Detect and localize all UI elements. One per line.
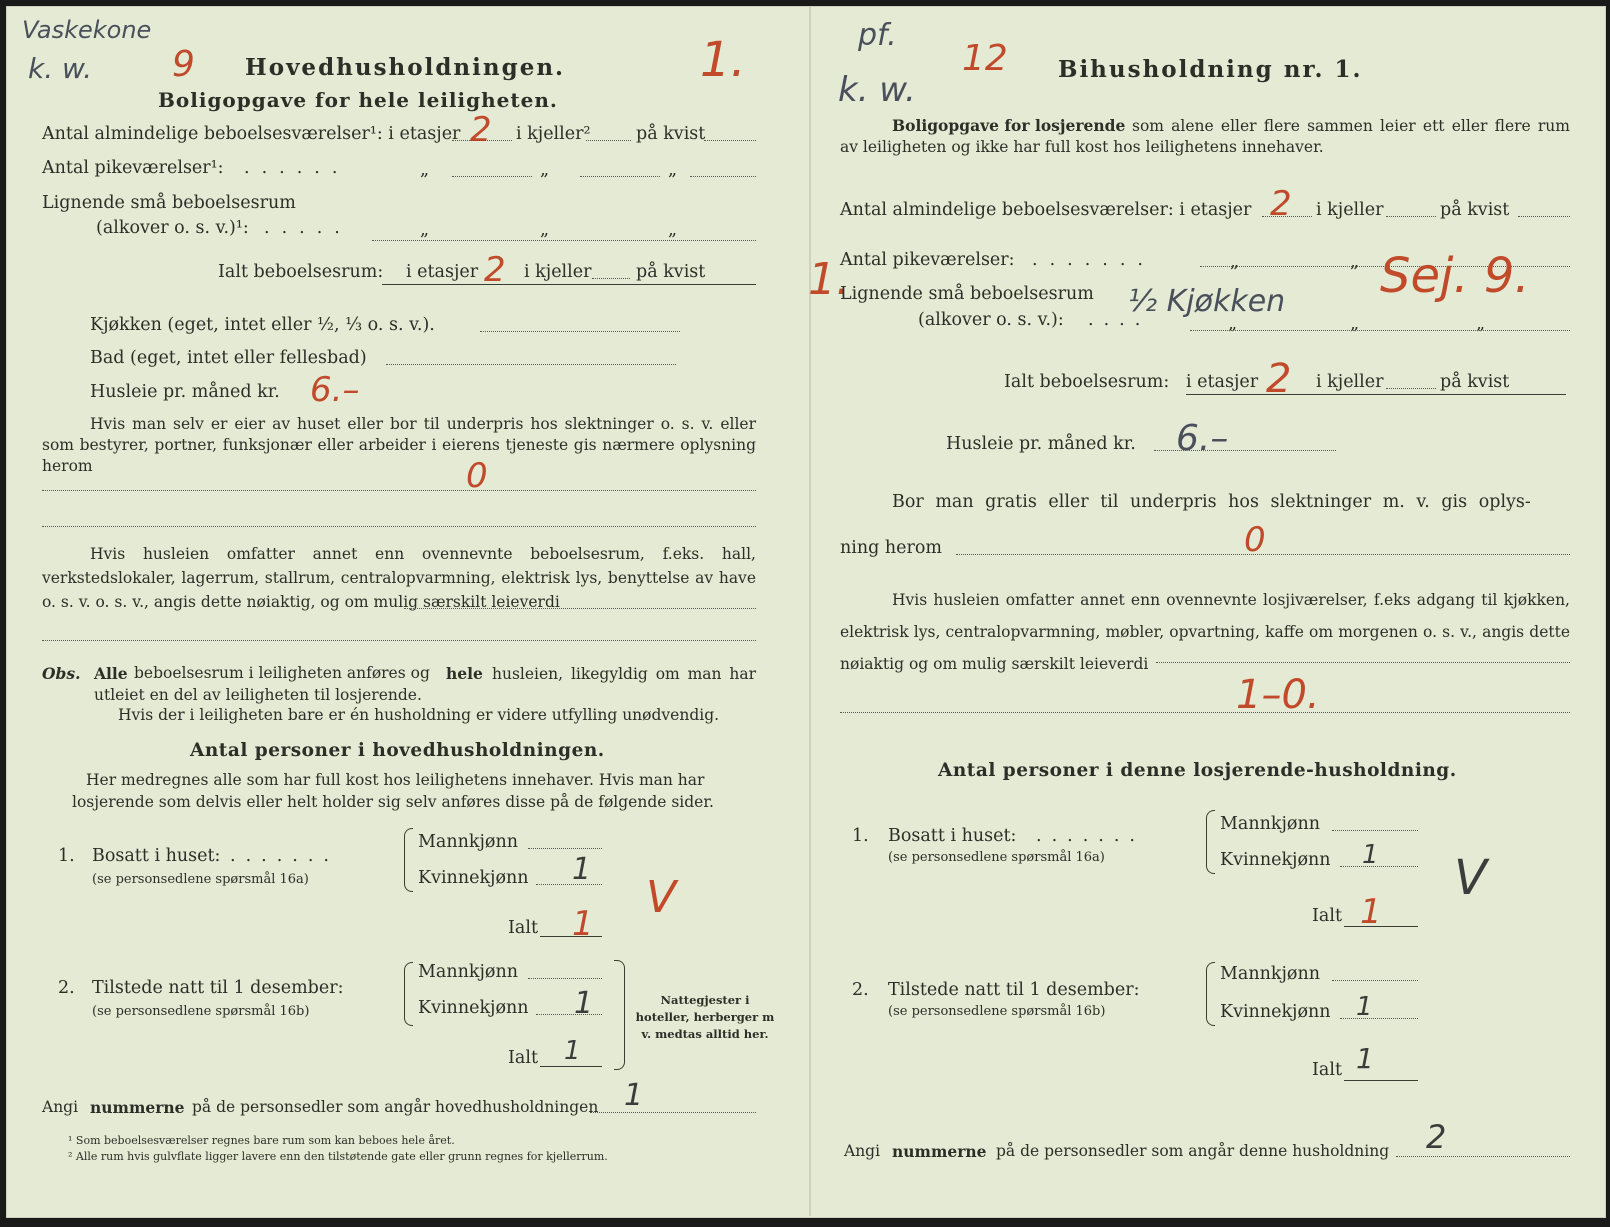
total-underline bbox=[382, 284, 756, 285]
total-cellar-label: i kjeller bbox=[524, 262, 592, 282]
fill-line bbox=[452, 176, 532, 177]
ditto-mark: „ bbox=[540, 220, 550, 240]
obs-text-cont: husleien, likegyldig om man har utleiet en del av leiligheten til losjerende. bbox=[94, 665, 756, 704]
fill-line bbox=[1156, 662, 1570, 663]
q1-number: 1. bbox=[852, 826, 869, 846]
persons-title: Antal personer i denne losjerende-husholdning. bbox=[938, 760, 1457, 781]
q2-total-value: 1 bbox=[1356, 1042, 1374, 1075]
bath-label: Bad (eget, intet eller fellesbad) bbox=[90, 348, 367, 368]
q2-male-label: Mannkjønn bbox=[1220, 964, 1321, 984]
fill-line bbox=[452, 140, 512, 141]
persons-note-1: Her medregnes alle som har full kost hos leilighetens innehaver. Hvis man har bbox=[86, 771, 705, 789]
fill-line bbox=[840, 712, 1570, 713]
intro-bold: Boligopgave for losjerende bbox=[892, 116, 1126, 135]
other-value: 1–0. bbox=[1236, 672, 1320, 718]
q1-sublabel: (se personsedlene spørsmål 16a) bbox=[888, 850, 1105, 865]
dot-leader: ....... bbox=[1032, 250, 1155, 270]
fill-line bbox=[1340, 1018, 1418, 1019]
fill-line bbox=[704, 140, 756, 141]
sheet-mark: 1. bbox=[808, 254, 850, 305]
dot-leader: ....... bbox=[1036, 826, 1145, 846]
q1-total-label: Ialt bbox=[508, 918, 538, 938]
rent-label: Husleie pr. måned kr. bbox=[946, 434, 1136, 454]
margin-note-occupation: Vaskekone bbox=[22, 16, 152, 44]
fill-line bbox=[1340, 866, 1418, 867]
numbers-label-angi: Angi bbox=[844, 1142, 881, 1160]
numbers-label-rest: på de personsedler som angår denne husholdning bbox=[996, 1142, 1390, 1160]
numbers-label-bold: nummerne bbox=[90, 1098, 185, 1117]
fill-line bbox=[42, 640, 756, 641]
attic-label: på kvist bbox=[636, 124, 706, 144]
total-attic-label: på kvist bbox=[636, 262, 706, 282]
footnote-2: ² Alle rum hvis gulvflate ligger lavere enn den tilstøtende gate eller grunn regnes for kjellerrum. bbox=[68, 1150, 608, 1163]
cellar-label: i kjeller² bbox=[516, 124, 591, 144]
fill-line bbox=[42, 526, 756, 527]
numbers-label-bold: nummerne bbox=[892, 1142, 987, 1161]
ordinary-floors-value: 2 bbox=[470, 110, 492, 150]
similar-rooms-value: ½ Kjøkken bbox=[1128, 284, 1286, 319]
q1-male-label: Mannkjønn bbox=[1220, 814, 1321, 834]
brace bbox=[404, 962, 413, 1026]
obs-label: Obs. bbox=[42, 664, 81, 683]
q2-female-label: Kvinnekjønn bbox=[1220, 1002, 1331, 1022]
ditto-mark: „ bbox=[668, 160, 678, 180]
total-rooms-label: Ialt beboelsesrum: bbox=[218, 262, 384, 282]
similar-rooms-sublabel: (alkover o. s. v.): bbox=[918, 310, 1064, 330]
q2-label: Tilstede natt til 1 desember: bbox=[888, 980, 1140, 1000]
ditto-mark: „ bbox=[420, 160, 430, 180]
fill-line bbox=[1386, 216, 1436, 217]
cellar-label: i kjeller bbox=[1316, 200, 1384, 220]
fill-line bbox=[690, 176, 756, 177]
check-mark: V bbox=[646, 872, 677, 923]
obs-all: Alle bbox=[94, 664, 128, 683]
similar-rooms-label: Lignende små beboelsesrum bbox=[42, 193, 296, 213]
ditto-mark: „ bbox=[1350, 314, 1360, 334]
fill-line bbox=[1386, 388, 1436, 389]
other-note: Hvis husleien omfatter annet enn ovennevnte beboelsesrum, f.eks. hall, verkstedslokaler, lagerrum, stallrum, centralopvarmning, elektrisk lys, benyttelse av have o. s. v. o. s. v., angis dette nøiaktig, og om mulig særskilt leieverdi bbox=[42, 545, 756, 611]
maid-rooms-label: Antal pikeværelser¹: bbox=[42, 158, 224, 178]
dot-leader: ....... bbox=[230, 846, 339, 866]
right-title: Bihusholdning nr. 1. bbox=[1058, 56, 1363, 83]
q2-sublabel: (se personsedlene spørsmål 16b) bbox=[92, 1004, 310, 1019]
intro-text: som alene eller flere sammen leier ett eller flere rum av leiligheten og ikke har full kost hos leilighetens innehaver. bbox=[840, 117, 1570, 156]
rent-value: 6.– bbox=[310, 370, 360, 410]
q2-total-label: Ialt bbox=[1312, 1060, 1342, 1080]
q2-label: Tilstede natt til 1 desember: bbox=[92, 978, 344, 998]
ordinary-floors-value: 2 bbox=[1270, 184, 1292, 224]
rent-label: Husleie pr. måned kr. bbox=[90, 382, 280, 402]
q2-female-label: Kvinnekjønn bbox=[418, 998, 529, 1018]
left-title: Hovedhusholdningen. bbox=[245, 54, 566, 81]
ditto-mark: „ bbox=[540, 160, 550, 180]
fill-line bbox=[528, 848, 602, 849]
owner-note: Hvis man selv er eier av huset eller bor til underpris hos slektninger o. s. v. eller som bestyrer, portner, funksjonær eller arbeider i eierens tjeneste gis nærmere oplysning herom bbox=[42, 415, 756, 475]
q1-total-value: 1 bbox=[1360, 892, 1382, 932]
numbers-value: 2 bbox=[1426, 1118, 1447, 1156]
margin-note-number: 12 bbox=[962, 38, 1008, 79]
persons-note-2: losjerende som delvis eller helt holder sig selv anføres disse på de følgende sider. bbox=[72, 793, 714, 811]
left-subtitle: Boligopgave for hele leiligheten. bbox=[158, 88, 558, 112]
obs-text: beboelsesrum i leiligheten anføres og bbox=[134, 664, 430, 682]
night-guests-note: Nattegjester i hoteller, herberger m v. medtas alltid her. bbox=[635, 993, 775, 1041]
fill-line bbox=[580, 176, 660, 177]
q1-female-value: 1 bbox=[1362, 840, 1379, 870]
fill-line bbox=[1332, 830, 1418, 831]
numbers-value: 1 bbox=[624, 1078, 644, 1113]
dot-leader: ...... bbox=[244, 158, 350, 178]
q2-number: 2. bbox=[58, 978, 75, 998]
total-floors-label: i etasjer bbox=[406, 262, 479, 282]
total-rooms-label: Ialt beboelsesrum: bbox=[1004, 372, 1170, 392]
q2-female-value: 1 bbox=[574, 986, 594, 1021]
total-floors-value: 2 bbox=[1266, 356, 1292, 402]
similar-note: Sej. 9. bbox=[1380, 248, 1530, 304]
fill-line bbox=[586, 140, 631, 141]
fill-line bbox=[1154, 450, 1336, 451]
ditto-mark: „ bbox=[1228, 314, 1238, 334]
sheet-mark: 1. bbox=[700, 32, 746, 88]
ordinary-rooms-label: Antal almindelige beboelsesværelser¹: i etasjer bbox=[42, 124, 461, 144]
q1-male-label: Mannkjønn bbox=[418, 832, 519, 852]
ditto-mark: „ bbox=[1350, 252, 1360, 272]
q1-number: 1. bbox=[58, 846, 75, 866]
fill-line bbox=[1396, 1156, 1570, 1157]
free-note-line-2: ning herom bbox=[840, 538, 943, 558]
total-cellar-label: i kjeller bbox=[1316, 372, 1384, 392]
ditto-mark: „ bbox=[668, 220, 678, 240]
fill-line bbox=[590, 1112, 756, 1113]
q1-sublabel: (se personsedlene spørsmål 16a) bbox=[92, 872, 309, 887]
fill-line bbox=[372, 240, 756, 241]
total-floors-label: i etasjer bbox=[1186, 372, 1259, 392]
q2-total-value: 1 bbox=[564, 1036, 581, 1066]
q1-female-label: Kvinnekjønn bbox=[418, 868, 529, 888]
q2-male-label: Mannkjønn bbox=[418, 962, 519, 982]
fill-line bbox=[1332, 980, 1418, 981]
fill-line bbox=[1518, 216, 1570, 217]
fill-line bbox=[1262, 216, 1312, 217]
numbers-label-rest: på de personsedler som angår hovedhusholdningen bbox=[192, 1098, 599, 1116]
dot-leader: .... bbox=[1088, 310, 1151, 330]
free-note-line-1: Bor man gratis eller til underpris hos slektninger m. v. gis oplys- bbox=[892, 492, 1531, 512]
owner-value: 0 bbox=[466, 456, 488, 496]
fill-line bbox=[536, 884, 602, 885]
similar-rooms-label: Lignende små beboelsesrum bbox=[840, 284, 1094, 304]
page-fold bbox=[809, 6, 811, 1216]
fill-line bbox=[528, 978, 602, 979]
fill-line bbox=[540, 1066, 602, 1067]
q1-label: Bosatt i huset: bbox=[888, 826, 1017, 846]
kitchen-label: Kjøkken (eget, intet eller ½, ⅓ o. s. v.). bbox=[90, 315, 435, 335]
q1-total-label: Ialt bbox=[1312, 906, 1342, 926]
dot-leader: ..... bbox=[264, 218, 352, 238]
margin-note-kw: k. w. bbox=[838, 70, 916, 110]
q2-female-value: 1 bbox=[1356, 992, 1373, 1022]
brace bbox=[404, 828, 413, 892]
q1-label: Bosatt i huset: bbox=[92, 846, 221, 866]
fill-line bbox=[592, 278, 630, 279]
maid-rooms-label: Antal pikeværelser: bbox=[840, 250, 1015, 270]
brace bbox=[1206, 962, 1215, 1026]
check-mark: V bbox=[1454, 850, 1487, 906]
free-value: 0 bbox=[1244, 520, 1266, 560]
fill-line bbox=[42, 490, 756, 491]
q2-sublabel: (se personsedlene spørsmål 16b) bbox=[888, 1004, 1106, 1019]
total-floors-value: 2 bbox=[484, 250, 506, 290]
footnote-1: ¹ Som beboelsesværelser regnes bare rum som kan beboes hele året. bbox=[68, 1134, 455, 1147]
total-attic-label: på kvist bbox=[1440, 372, 1510, 392]
margin-note-pf: pf. bbox=[858, 18, 897, 53]
q1-total-value: 1 bbox=[572, 904, 594, 944]
ordinary-rooms-label: Antal almindelige beboelsesværelser: i etasjer bbox=[840, 200, 1252, 220]
fill-line bbox=[480, 331, 680, 332]
margin-note-kw: k. w. bbox=[28, 52, 93, 85]
attic-label: på kvist bbox=[1440, 200, 1510, 220]
persons-title: Antal personer i hovedhusholdningen. bbox=[190, 740, 605, 761]
fill-line bbox=[1190, 330, 1570, 331]
fill-line bbox=[404, 608, 756, 609]
similar-rooms-sublabel: (alkover o. s. v.)¹: bbox=[96, 218, 249, 238]
fill-line bbox=[386, 364, 676, 365]
q2-total-label: Ialt bbox=[508, 1048, 538, 1068]
brace bbox=[1206, 810, 1215, 874]
other-note: Hvis husleien omfatter annet enn ovennevnte losjiværelser, f.eks adgang til kjøkken, elektrisk lys, centralopvarmning, møbler, opvartning, kaffe om morgenen o. s. v., angis dette nøiaktig og om mulig særskilt leieverdi bbox=[840, 591, 1570, 673]
brace bbox=[614, 960, 625, 1070]
ditto-mark: „ bbox=[420, 220, 430, 240]
q1-female-value: 1 bbox=[572, 852, 592, 887]
q1-female-label: Kvinnekjønn bbox=[1220, 850, 1331, 870]
obs-whole: hele bbox=[446, 664, 483, 683]
numbers-label-angi: Angi bbox=[42, 1098, 79, 1116]
q2-number: 2. bbox=[852, 980, 869, 1000]
total-underline bbox=[1186, 394, 1566, 395]
rent-value: 6.– bbox=[1176, 418, 1229, 459]
margin-note-number: 9 bbox=[172, 44, 195, 85]
ditto-mark: „ bbox=[1476, 314, 1486, 334]
ditto-mark: „ bbox=[1230, 252, 1240, 272]
obs-note: Hvis der i leiligheten bare er én husholdning er videre utfylling unødvendig. bbox=[118, 706, 720, 724]
fill-line bbox=[1344, 1080, 1418, 1081]
